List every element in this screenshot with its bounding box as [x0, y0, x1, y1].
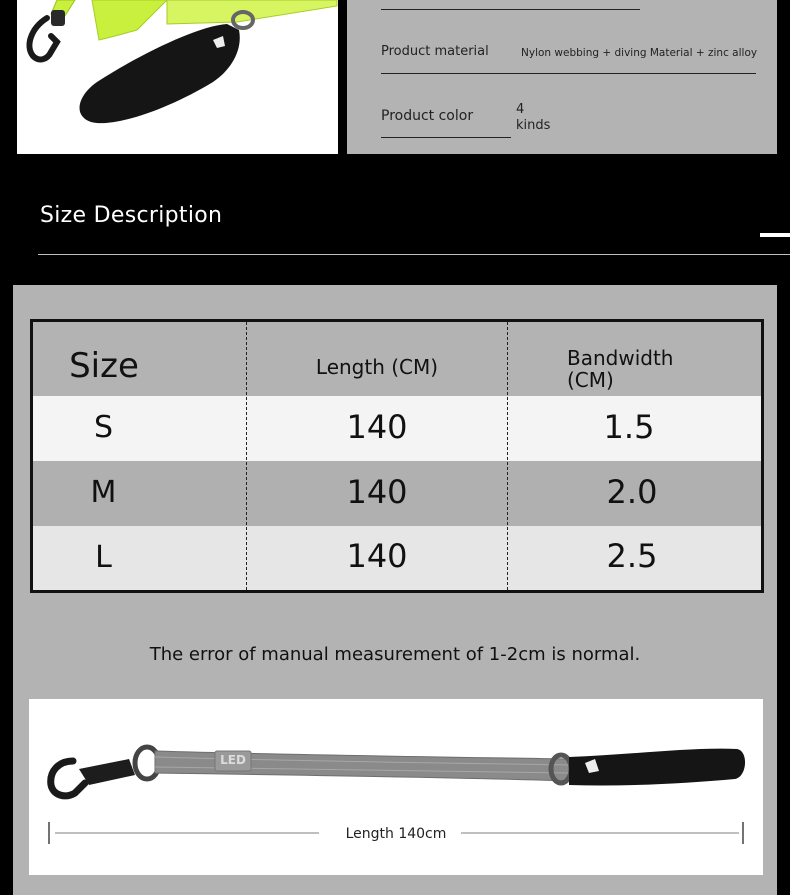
cell-size: S — [93, 410, 114, 445]
leash-length-image — [29, 699, 763, 875]
cell-length: 140 — [346, 537, 408, 575]
spec-divider — [381, 73, 756, 74]
header-size: Size — [69, 346, 139, 386]
header-bandwidth: Bandwidth — [567, 346, 674, 370]
color-value-unit: kinds — [516, 118, 551, 133]
header-bandwidth-unit: (CM) — [567, 368, 614, 392]
table-header-row — [33, 322, 761, 396]
cell-bandwidth: 1.5 — [603, 408, 655, 446]
length-label: Length 140cm — [345, 826, 447, 842]
spec-divider — [381, 137, 511, 138]
column-divider — [507, 322, 508, 590]
cell-size: M — [90, 475, 117, 510]
table-row — [33, 526, 761, 590]
cell-length: 140 — [346, 408, 408, 446]
spec-panel — [347, 0, 777, 154]
header-length: Length (CM) — [315, 355, 439, 379]
spec-divider — [381, 9, 640, 10]
leash-handle-image — [17, 0, 338, 154]
measurement-note: The error of manual measurement of 1-2cm is normal. — [149, 644, 641, 665]
color-label: Product color — [381, 108, 474, 124]
cell-length: 140 — [346, 473, 408, 511]
size-table — [30, 319, 764, 593]
material-label: Product material — [381, 44, 489, 59]
title-accent-bar — [760, 233, 790, 237]
section-title: Size Description — [40, 203, 223, 228]
table-row — [33, 396, 761, 461]
cell-size: L — [95, 540, 112, 575]
cell-bandwidth: 2.5 — [606, 537, 658, 575]
table-row — [33, 461, 761, 526]
title-rule — [38, 254, 790, 255]
led-tag-label: LED — [220, 753, 246, 767]
cell-bandwidth: 2.0 — [606, 473, 658, 511]
material-value: Nylon webbing + diving Material + zinc alloy — [521, 47, 758, 59]
column-divider — [246, 322, 247, 590]
product-photo-top — [17, 0, 338, 154]
leash-illustration — [29, 699, 763, 875]
color-value-count: 4 — [516, 102, 525, 117]
